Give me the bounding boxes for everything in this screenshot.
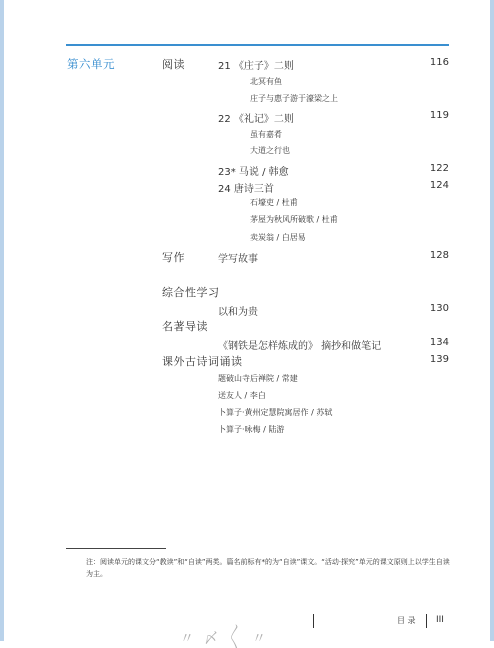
page-number-22: 119: [429, 110, 449, 121]
footer-divider: [313, 614, 314, 628]
toc-subentry[interactable]: 石壕吏 / 杜甫: [250, 198, 298, 207]
section-reading: 阅读: [162, 58, 185, 71]
page-number-21: 116: [429, 57, 449, 68]
footer-divider: [426, 614, 427, 628]
page-number-ancient-poems: 139: [429, 354, 449, 365]
toc-entry-23[interactable]: 23* 马说 / 韩愈: [218, 167, 289, 178]
toc-subentry[interactable]: 卖炭翁 / 白居易: [250, 233, 306, 242]
toc-subentry[interactable]: 茅屋为秋风所破歌 / 杜甫: [250, 215, 338, 224]
decorative-brush-strokes: 〃〆〳〵〃: [180, 631, 276, 647]
section-comprehensive: 综合性学习: [162, 286, 220, 299]
toc-subentry[interactable]: 北冥有鱼: [250, 77, 282, 86]
footnote-rule: [66, 548, 166, 549]
footer-label: 目 录: [397, 616, 416, 625]
toc-subentry[interactable]: 卜算子·咏梅 / 陆游: [218, 425, 285, 434]
toc-entry-24[interactable]: 24 唐诗三首: [218, 184, 274, 195]
page-number-comprehensive: 130: [429, 303, 449, 314]
toc-entry-22[interactable]: 22 《礼记》二则: [218, 114, 294, 125]
footnote: 注：阅读单元的课文分“教读”和“自读”两类。篇名前标有*的为“自读”课文。“活动·探究”单元的课文原则上以学生自读为主。: [86, 558, 450, 578]
page-number-23: 122: [429, 163, 449, 174]
toc-subentry[interactable]: 庄子与惠子游于濠梁之上: [250, 94, 338, 103]
section-classics: 名著导读: [162, 320, 208, 333]
toc-subentry[interactable]: 大道之行也: [250, 146, 290, 155]
unit-title: 第六单元: [67, 57, 115, 71]
toc-subentry[interactable]: 虽有嘉肴: [250, 130, 282, 139]
page-frame-right: [490, 0, 494, 641]
page-number-writing: 128: [429, 250, 449, 261]
header-rule: [66, 44, 449, 46]
section-writing: 写作: [162, 251, 185, 264]
toc-subentry[interactable]: 题破山寺后禅院 / 常建: [218, 374, 298, 383]
toc-subentry[interactable]: 送友人 / 李白: [218, 391, 266, 400]
page-frame-left: [0, 0, 4, 641]
page-number-24: 124: [429, 180, 449, 191]
toc-entry-21[interactable]: 21 《庄子》二则: [218, 61, 294, 72]
toc-subentry[interactable]: 卜算子·黄州定慧院寓居作 / 苏轼: [218, 408, 333, 417]
footer-page-number: III: [436, 615, 444, 625]
section-ancient-poems: 课外古诗词诵读: [162, 355, 243, 368]
page-number-classics: 134: [429, 337, 449, 348]
toc-entry-comprehensive[interactable]: 以和为贵: [218, 307, 258, 318]
toc-entry-classics[interactable]: 《钢铁是怎样炼成的》 摘抄和做笔记: [218, 341, 382, 352]
toc-entry-writing[interactable]: 学写故事: [218, 254, 258, 265]
